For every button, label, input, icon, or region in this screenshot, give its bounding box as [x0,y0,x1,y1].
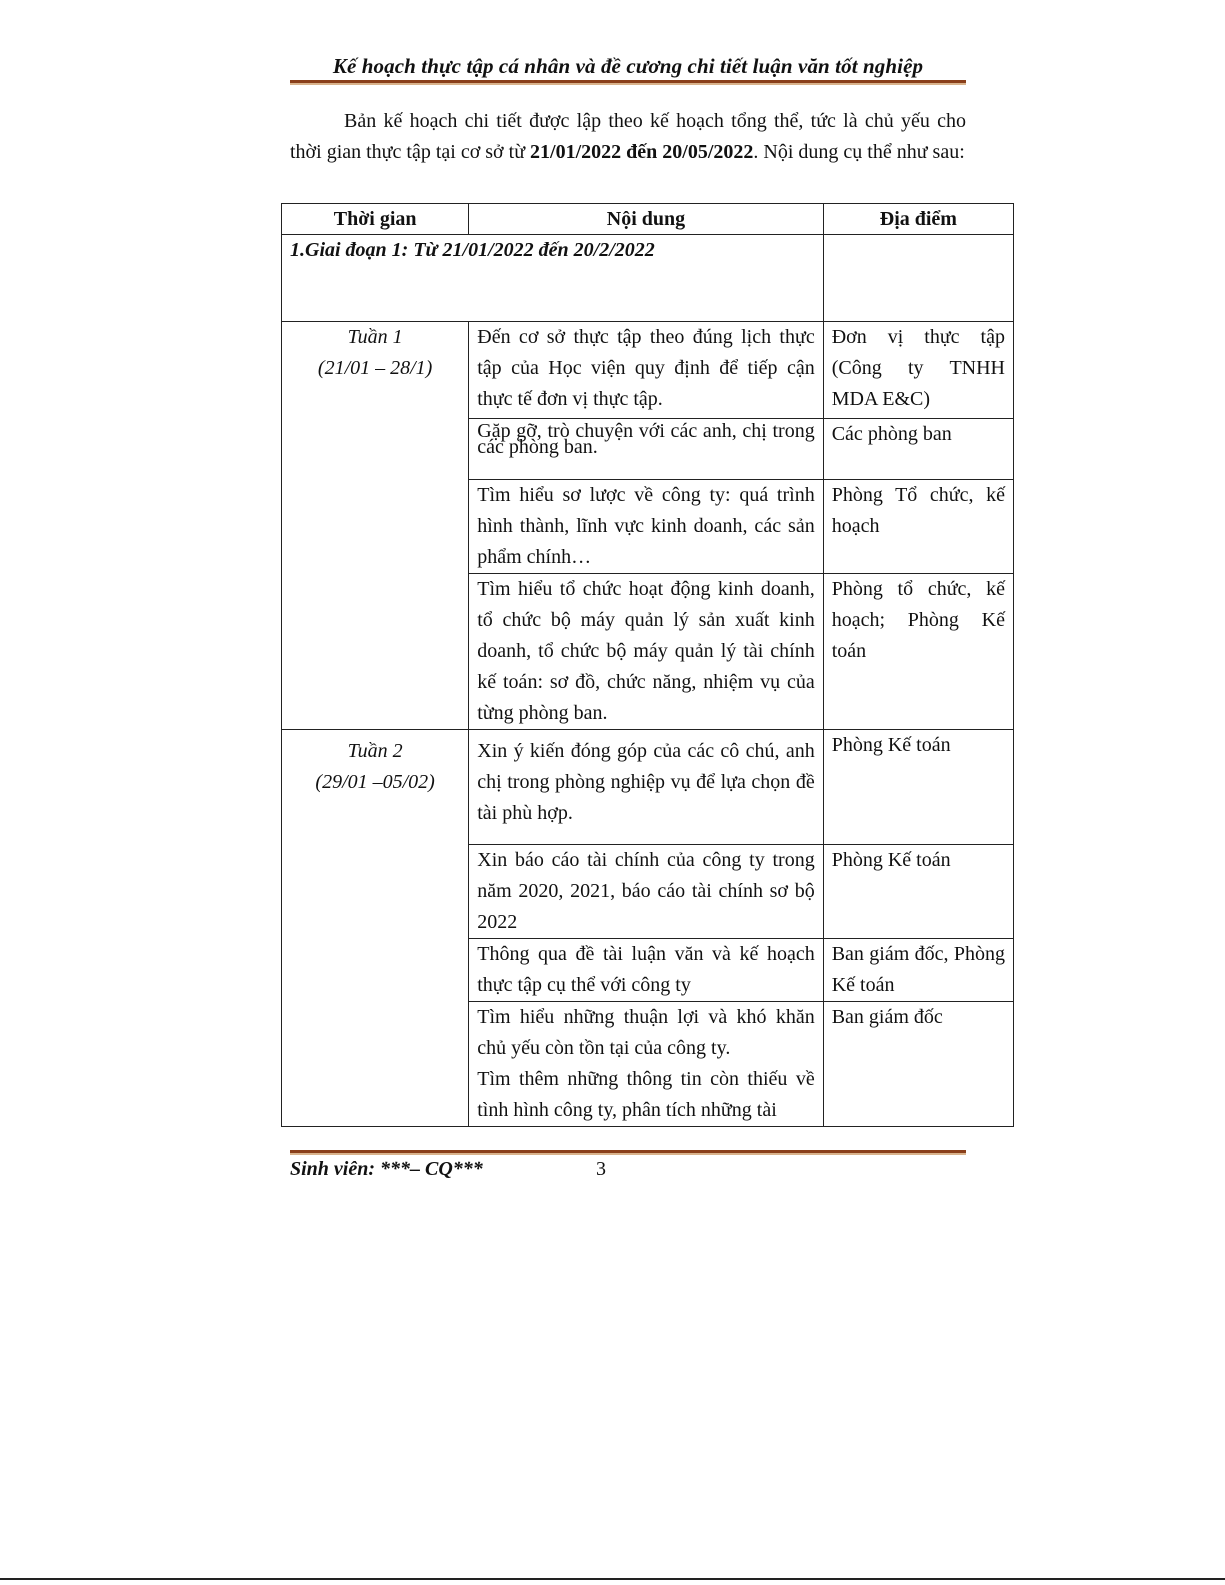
week-1-label: Tuần 1 [347,326,403,348]
table-row [282,322,1014,419]
week-2-period [282,730,469,1127]
week-1-place-4: Phòng tổ chức, kế hoạch; Phòng Kế toán [823,574,1013,730]
week-1-range: (21/01 – 28/1) [317,357,433,379]
week-2-content-2: Xin báo cáo tài chính của công ty trong năm 2020, 2021, báo cáo tài chính sơ bộ 2022 [469,845,823,939]
header-content: Nội dung [469,204,823,235]
week-1-place-3: Phòng Tổ chức, kế hoạch [823,480,1013,574]
page-number: 3 [596,1158,606,1180]
week-1-place-2: Các phòng ban [823,419,1013,480]
intro-text-after: . Nội dung cụ thể như sau: [753,141,965,163]
week-2-range: (29/01 –05/02) [315,771,435,793]
week-1-place-1: Đơn vị thực tập (Công ty TNHH MDA E&C) [823,322,1013,419]
header-time: Thời gian [282,204,469,235]
intro-date-range: 21/01/2022 đến 20/05/2022 [530,141,754,163]
week-1-period [282,322,469,730]
phase-1-title: 1.Giai đoạn 1: Từ 21/01/2022 đến 20/2/2022 [282,235,824,322]
week-2-content-4a: Tìm hiểu những thuận lợi và khó khăn chủ yếu còn tồn tại của công ty. [477,1006,815,1059]
week-1-content-3: Tìm hiểu sơ lược về công ty: quá trình hình thành, lĩnh vực kinh doanh, các sản phẩm chính… [469,480,823,574]
week-2-content-4b: Tìm thêm những thông tin còn thiếu về tình hình công ty, phân tích những tài [477,1068,815,1121]
page-header-title: Kế hoạch thực tập cá nhân và đề cương chi tiết luận văn tốt nghiệp [332,54,924,78]
week-1-content-2: Gặp gỡ, trò chuyện với các anh, chị trong các phòng ban. [469,419,823,480]
header-place: Địa điểm [823,204,1013,235]
table-row [282,730,1014,845]
table-header-row [282,204,1014,235]
week-2-content-1: Xin ý kiến đóng góp của các cô chú, anh chị trong phòng nghiệp vụ để lựa chọn đề tài phù hợp. [469,730,823,845]
week-2-place-1: Phòng Kế toán [823,730,1013,845]
week-2-content-4 [469,1002,823,1127]
header-rule [290,80,966,83]
week-1-content-1: Đến cơ sở thực tập theo đúng lịch thực tập của Học viện quy định để tiếp cận thực tế đơn vị thực tập. [469,322,823,419]
footer-student: Sinh viên: ***– CQ*** [290,1158,483,1180]
week-2-label: Tuần 2 [347,740,403,762]
phase-1-place [823,235,1013,322]
week-2-place-2: Phòng Kế toán [823,845,1013,939]
intro-paragraph [290,106,966,168]
phase-row [282,235,1014,322]
intro-text-before: Bản kế hoạch chi tiết được lập theo kế hoạch tổng thể, tức là chủ yếu cho thời gian thực tập tại cơ sở từ [290,110,966,163]
footer-rule [290,1150,966,1153]
week-2-content-3: Thông qua đề tài luận văn và kế hoạch thực tập cụ thể với công ty [469,939,823,1002]
week-2-place-3: Ban giám đốc, Phòng Kế toán [823,939,1013,1002]
week-2-place-4: Ban giám đốc [823,1002,1013,1127]
week-1-content-4: Tìm hiểu tổ chức hoạt động kinh doanh, tổ chức bộ máy quản lý sản xuất kinh doanh, tổ chức bộ máy quản lý tài chính kế toán: sơ đồ, chức năng, nhiệm vụ của từng phòng ban. [469,574,823,730]
page-bottom-border [0,1578,1225,1580]
internship-plan-table [281,203,1014,1127]
